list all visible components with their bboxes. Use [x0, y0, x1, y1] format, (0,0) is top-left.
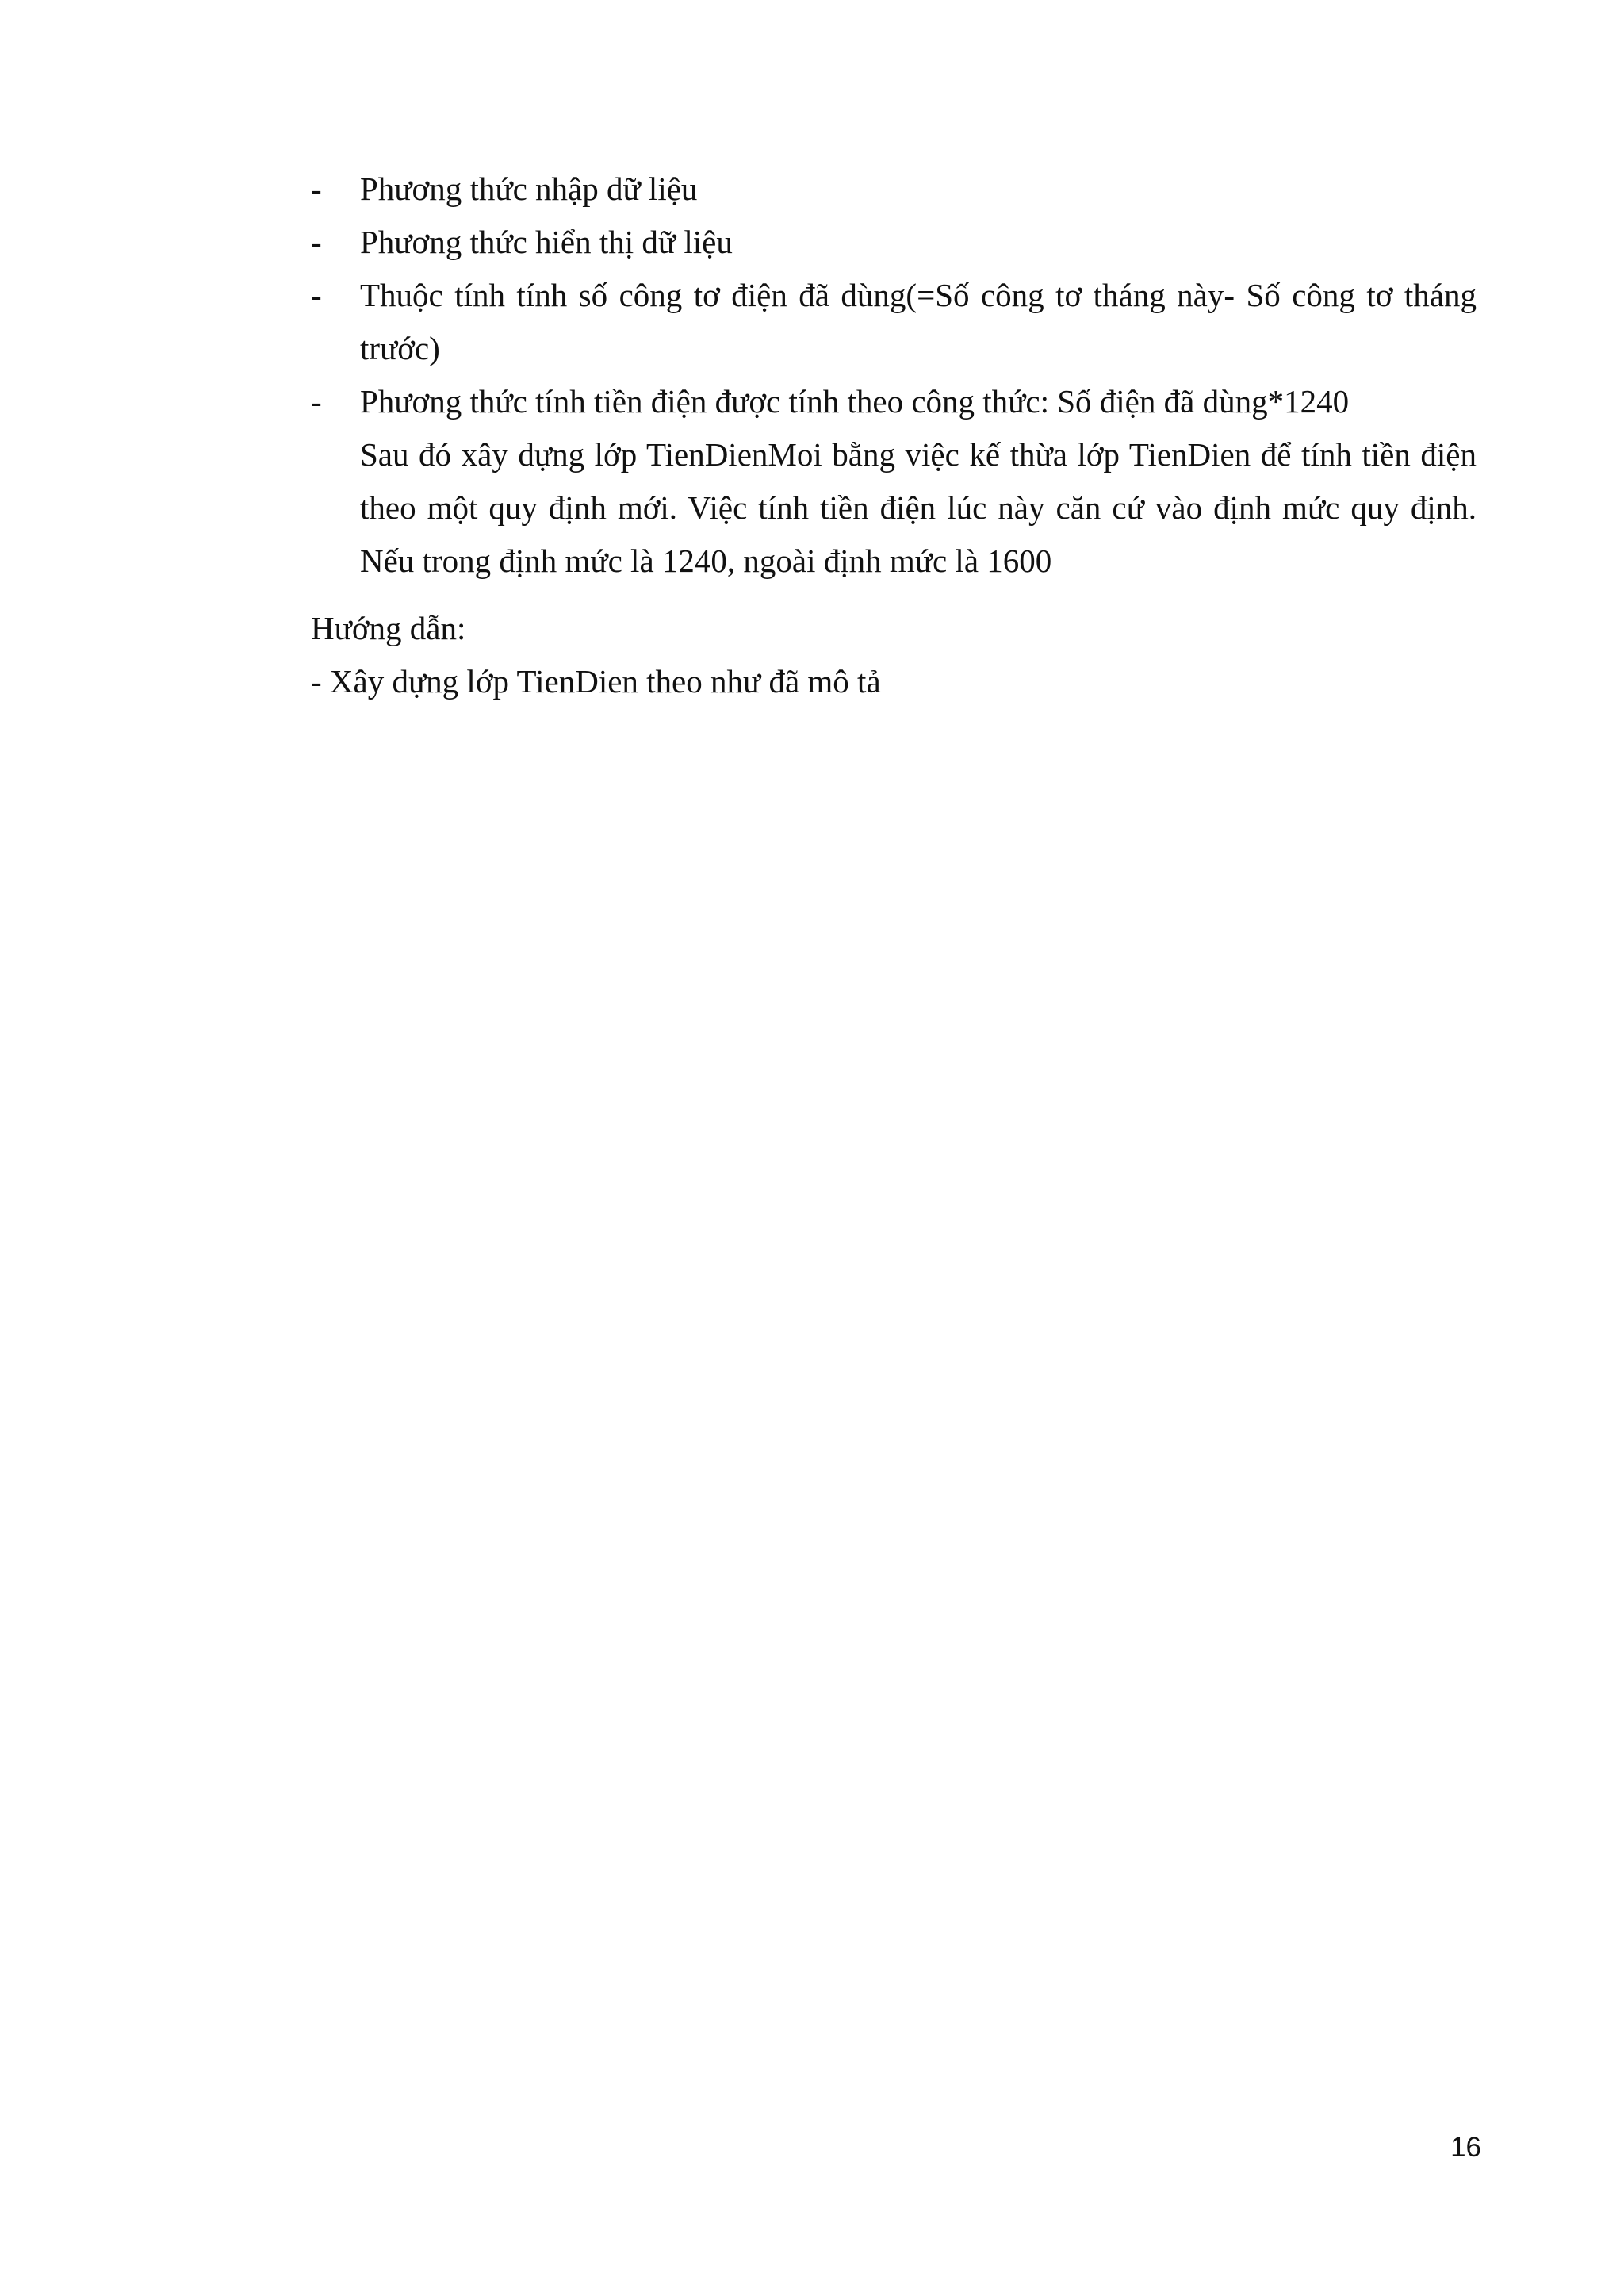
- list-item: [311, 163, 1477, 216]
- list-item: [311, 216, 1477, 269]
- list-item-text: Phương thức nhập dữ liệu: [360, 171, 698, 207]
- list-marker: -: [311, 171, 322, 207]
- list-marker: -: [311, 277, 322, 313]
- list-marker: -: [311, 224, 322, 260]
- list-item-text: Thuộc tính tính số công tơ điện đã dùng(=Số công tơ tháng này- Số công tơ tháng trước): [360, 277, 1477, 366]
- list-item: [311, 269, 1477, 375]
- guide-instruction: - Xây dựng lớp TienDien theo như đã mô tả: [311, 663, 881, 700]
- guide-heading: Hướng dẫn:: [311, 610, 466, 646]
- page-content: [311, 163, 1477, 708]
- inheritance-paragraph: Sau đó xây dựng lớp TienDienMoi bằng việc kế thừa lớp TienDien để tính tiền điện theo một quy định mới. Việc tính tiền điện lúc này căn cứ vào định mức quy định. Nếu trong định mức là 1240, ngoài định mức là 1600: [360, 436, 1477, 579]
- list-marker: -: [311, 383, 322, 420]
- list-item: [311, 375, 1477, 588]
- page-number: 16: [1450, 2132, 1481, 2163]
- list-item-text: Phương thức tính tiền điện được tính theo công thức: Số điện đã dùng*1240: [360, 383, 1350, 420]
- requirements-list: [311, 163, 1477, 588]
- list-item-text: Phương thức hiển thị dữ liệu: [360, 224, 733, 260]
